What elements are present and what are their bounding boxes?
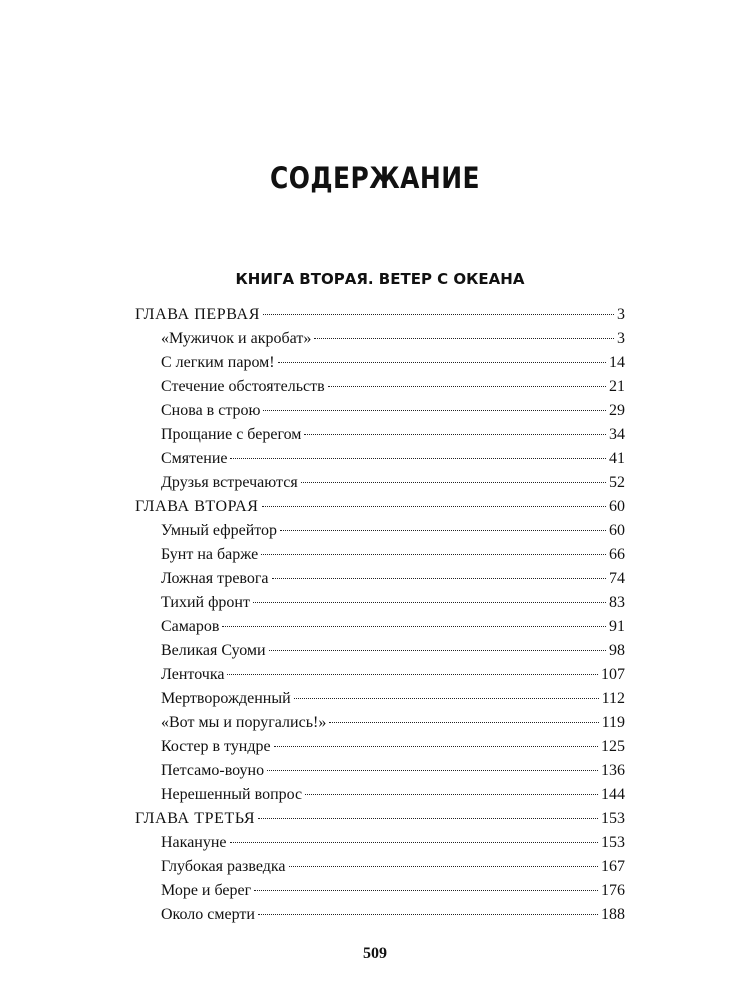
- chapter-title: ГЛАВА ПЕРВАЯ: [135, 306, 260, 323]
- toc-page-number: 188: [601, 906, 625, 923]
- dot-leader: [262, 506, 606, 507]
- book-title: КНИГА ВТОРАЯ. ВЕТЕР С ОКЕАНА: [235, 270, 525, 288]
- section-title: Ложная тревога: [161, 570, 269, 587]
- toc-page-number: 112: [601, 690, 625, 707]
- dot-leader: [269, 650, 606, 651]
- toc-page-number: 98: [609, 642, 625, 659]
- toc-page-number: 136: [601, 762, 625, 779]
- toc-section-row: [135, 591, 625, 615]
- toc-page-number: 153: [601, 834, 625, 851]
- section-title: Великая Суоми: [161, 642, 266, 659]
- toc-page-number: 91: [609, 618, 625, 635]
- section-title: Смятение: [161, 450, 228, 467]
- toc-page-number: 74: [609, 570, 625, 587]
- toc-page-number: 14: [609, 354, 625, 371]
- toc-page-number: 153: [601, 810, 625, 827]
- toc-section-row: [135, 735, 625, 759]
- section-title: Петсамо-воуно: [161, 762, 265, 779]
- toc-section-row: [135, 519, 625, 543]
- section-title: Бунт на барже: [161, 546, 259, 563]
- toc-page-number: 83: [609, 594, 625, 611]
- toc-section-row: [135, 327, 625, 351]
- dot-leader: [304, 434, 606, 435]
- toc-section-row: [135, 663, 625, 687]
- toc-chapter-row: [135, 495, 625, 519]
- toc-section-row: [135, 831, 625, 855]
- chapter-title: ГЛАВА ВТОРАЯ: [135, 498, 259, 515]
- toc-section-row: [135, 351, 625, 375]
- dot-leader: [294, 698, 599, 699]
- section-title: Накануне: [161, 834, 227, 851]
- toc-page-number: 125: [601, 738, 625, 755]
- section-title: «Вот мы и поругались!»: [161, 714, 327, 731]
- dot-leader: [305, 794, 598, 795]
- toc-section-row: [135, 711, 625, 735]
- dot-leader: [263, 314, 614, 315]
- dot-leader: [263, 410, 606, 411]
- dot-leader: [314, 338, 614, 339]
- toc-page-number: 3: [617, 330, 625, 347]
- toc-page-number: 144: [601, 786, 625, 803]
- dot-leader: [230, 842, 598, 843]
- toc-section-row: [135, 687, 625, 711]
- section-title: Стечение обстоятельств: [161, 378, 325, 395]
- dot-leader: [274, 746, 598, 747]
- dot-leader: [267, 770, 598, 771]
- table-of-contents: [135, 303, 625, 927]
- dot-leader: [258, 914, 598, 915]
- toc-page-number: 52: [609, 474, 625, 491]
- section-title: Костер в тундре: [161, 738, 271, 755]
- dot-leader: [261, 554, 606, 555]
- page-number: 509: [363, 945, 387, 962]
- section-title: Прощание с берегом: [161, 426, 302, 443]
- toc-section-row: [135, 639, 625, 663]
- section-title: Глубокая разведка: [161, 858, 286, 875]
- toc-page-number: 119: [601, 714, 625, 731]
- toc-section-row: [135, 903, 625, 927]
- toc-chapter-row: [135, 807, 625, 831]
- section-title: Мертворожденный: [161, 690, 291, 707]
- toc-section-row: [135, 447, 625, 471]
- toc-page-number: 60: [609, 498, 625, 515]
- dot-leader: [301, 482, 606, 483]
- section-title: Друзья встречаются: [161, 474, 298, 491]
- toc-section-row: [135, 399, 625, 423]
- dot-leader: [278, 362, 606, 363]
- chapter-title: ГЛАВА ТРЕТЬЯ: [135, 810, 256, 827]
- toc-page-number: 29: [609, 402, 625, 419]
- toc-section-row: [135, 375, 625, 399]
- toc-section-row: [135, 471, 625, 495]
- dot-leader: [328, 386, 606, 387]
- toc-chapter-row: [135, 303, 625, 327]
- dot-leader: [254, 890, 598, 891]
- toc-section-row: [135, 879, 625, 903]
- toc-page-number: 66: [609, 546, 625, 563]
- dot-leader: [289, 866, 599, 867]
- dot-leader: [227, 674, 598, 675]
- toc-page-number: 3: [617, 306, 625, 323]
- dot-leader: [230, 458, 606, 459]
- toc-page-number: 41: [609, 450, 625, 467]
- dot-leader: [329, 722, 598, 723]
- toc-section-row: [135, 783, 625, 807]
- toc-page-number: 34: [609, 426, 625, 443]
- dot-leader: [272, 578, 606, 579]
- section-title: Ленточка: [161, 666, 225, 683]
- page-title: СОДЕРЖАНИЕ: [270, 161, 480, 195]
- toc-section-row: [135, 855, 625, 879]
- dot-leader: [258, 818, 598, 819]
- section-title: Снова в строю: [161, 402, 261, 419]
- toc-section-row: [135, 567, 625, 591]
- toc-page-number: 21: [609, 378, 625, 395]
- dot-leader: [222, 626, 606, 627]
- toc-page-number: 60: [609, 522, 625, 539]
- toc-page-number: 167: [601, 858, 625, 875]
- dot-leader: [253, 602, 606, 603]
- toc-section-row: [135, 423, 625, 447]
- section-title: Море и берег: [161, 882, 252, 899]
- toc-section-row: [135, 615, 625, 639]
- toc-section-row: [135, 759, 625, 783]
- section-title: «Мужичок и акробат»: [161, 330, 312, 347]
- section-title: Умный ефрейтор: [161, 522, 278, 539]
- dot-leader: [280, 530, 606, 531]
- section-title: Тихий фронт: [161, 594, 250, 611]
- toc-section-row: [135, 543, 625, 567]
- section-title: Нерешенный вопрос: [161, 786, 303, 803]
- section-title: Около смерти: [161, 906, 255, 923]
- section-title: С легким паром!: [161, 354, 275, 371]
- section-title: Самаров: [161, 618, 220, 635]
- toc-page-number: 176: [601, 882, 625, 899]
- toc-page-number: 107: [601, 666, 625, 683]
